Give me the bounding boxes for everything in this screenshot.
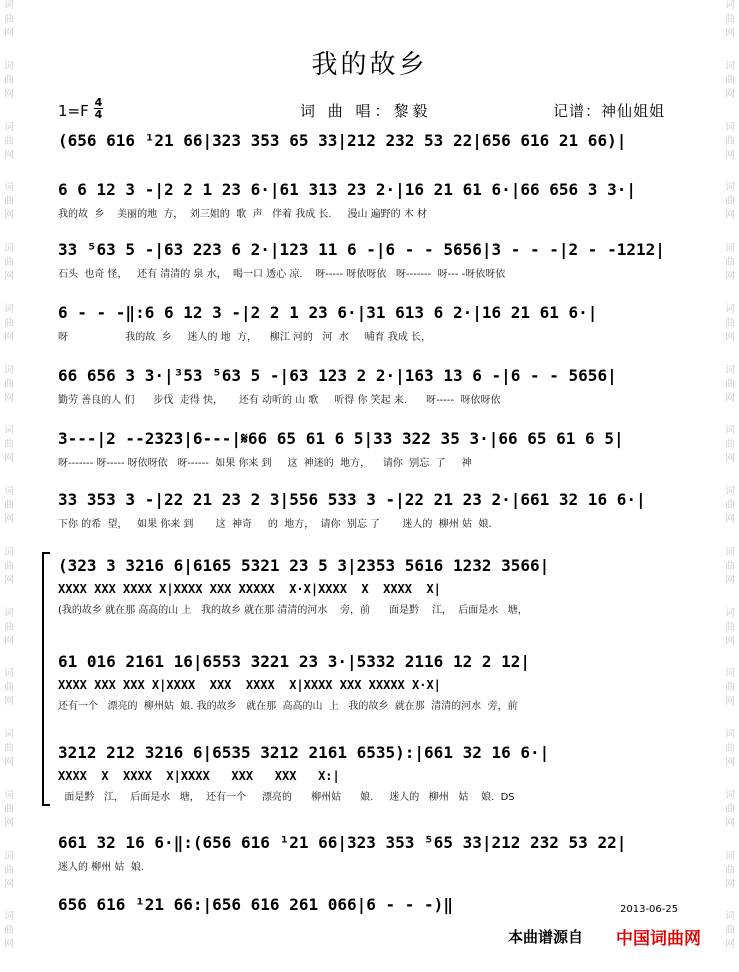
watermark-char: 词 [4,789,14,801]
notes-line: 6 - - -‖:6 6 12 3 -|2 2 1 23 6·|31 613 6 2·|16 21 61 6·| [58,303,598,322]
watermark-char: 曲 [725,682,735,694]
score-row [58,366,683,408]
watermark-char: 词 [4,60,14,72]
watermark-char: 曲 [725,196,735,208]
watermark-char: 网 [725,635,735,647]
watermark-char: 曲 [725,743,735,754]
watermark-char: 词 [725,486,735,497]
lyrics-line: 石头 也奇 怪， 还有 清清的 泉 水， 喝一口 透心 凉. 呀----- 呀依呀依 呀------- 呀--- -呀依呀依 [58,269,506,280]
site-name: 中国词曲网 [616,929,701,949]
watermark-char: 曲 [4,621,14,633]
watermark-char: 网 [725,696,735,708]
watermark-char: 网 [4,88,14,100]
watermark-char: 网 [725,514,735,525]
score-row [58,833,683,875]
watermark-char: 曲 [4,560,14,572]
watermark-char: 曲 [725,135,735,147]
lyrics-line: 下你 的希 望， 如果 你来 到 这 神奇 的 地方， 请你 别忘 了 迷人的 柳州 姑 娘. [58,519,492,530]
watermark-char: 词 [725,729,735,740]
watermark-char: 曲 [725,560,735,572]
watermark-char: 词 [725,425,735,437]
watermark-char: 曲 [725,439,735,451]
notes-line: 6 6 12 3 -|2 2 1 23 6·|61 313 23 2·|16 21 61 6·|66 656 3 3·| [58,180,636,199]
watermark-char: 曲 [4,135,14,147]
rhythm-line: XXXX XXX XXXX X|XXXX XXX XXXXX X·X|XXXX X XXXX X| [58,582,441,596]
lyrics-line [58,923,683,937]
song-title: 我的故乡 [311,50,428,80]
watermark-char: 曲 [725,621,735,633]
composer-credit: 词 曲 唱：黎毅 [300,102,432,120]
notes-line: 656 616 ¹21 66:|656 616 261 066|6 - - -)‖ [58,895,453,914]
watermark-char: 曲 [4,378,14,390]
watermark-char: 网 [4,817,14,829]
watermark-char: 网 [725,210,735,222]
watermark-char: 词 [4,182,14,194]
watermark-char: 网 [4,878,14,890]
watermark-char: 曲 [725,378,735,390]
watermark-char: 网 [725,28,735,39]
lyrics-line [58,159,683,173]
watermark-char: 词 [725,243,735,254]
score-row [58,131,683,173]
watermark-char: 网 [4,331,14,343]
watermark-right [723,0,737,972]
watermark-char: 曲 [725,317,735,329]
score-row [58,240,683,282]
watermark-char: 词 [4,607,14,619]
score-row [58,490,683,532]
notes-line: (323 3 3216 6|6165 5321 23 5 3|2353 5616 1232 3566| [58,556,550,575]
watermark-char: 词 [4,0,14,11]
watermark-char: 词 [4,850,14,862]
watermark-char: 曲 [4,439,14,451]
time-signature [94,97,103,120]
rhythm-line: XXXX X XXXX X|XXXX XXX XXX X:| [58,769,340,783]
watermark-char: 曲 [4,257,14,268]
notes-line: (656 616 ¹21 66|323 353 65 33|212 232 53 22|656 616 21 66)| [58,131,627,150]
meter-bottom: 4 [94,108,103,121]
notes-line: 3212 212 3216 6|6535 3212 2161 6535):|661 32 16 6·| [58,743,550,762]
watermark-char: 网 [725,88,735,100]
watermark-char: 网 [725,939,735,951]
watermark-char: 词 [4,668,14,680]
score-row [58,895,683,937]
score-row [58,180,683,222]
watermark-char: 曲 [725,74,735,86]
notes-line: 661 32 16 6·‖:(656 616 ¹21 66|323 353 ⁵65 33|212 232 53 22| [58,833,627,852]
watermark-char: 网 [725,392,735,404]
lyrics-line: 迷人的 柳州 姑 娘. [58,862,144,873]
watermark-char: 网 [4,453,14,465]
watermark-char: 词 [725,364,735,376]
lyrics-line: (我的故乡 就在那 高高的山 上 我的故乡 就在那 清清的河水 旁，前 面是黔 江， 后面是水 塘， [58,605,528,616]
watermark-char: 网 [725,878,735,890]
watermark-char: 网 [4,271,14,282]
watermark-char: 网 [4,939,14,951]
watermark-left [2,0,16,972]
watermark-char: 词 [725,546,735,558]
notes-line: 66 656 3 3·|³53 ⁵63 5 -|63 123 2 2·|163 13 6 -|6 - - 5656| [58,366,617,385]
date-label: 2013-06-25 [620,904,679,915]
key-signature: 1=F [58,102,89,120]
watermark-char: 网 [4,757,14,768]
watermark-char: 网 [4,28,14,39]
watermark-char: 网 [4,635,14,647]
watermark-char: 词 [4,364,14,376]
notes-line: 33 ⁵63 5 -|63 223 6 2·|123 11 6 -|6 - - 5656|3 - - -|2 - -1212| [58,240,665,259]
lyrics-line: 我的故 乡 美丽的地 方， 刘三姐的 歌 声 伴着 我成 长. 漫山 遍野的 木 材 [58,209,428,220]
watermark-char: 词 [4,546,14,558]
watermark-char: 网 [4,514,14,525]
watermark-char: 曲 [725,803,735,815]
watermark-char: 曲 [4,196,14,208]
watermark-char: 词 [725,0,735,11]
watermark-char: 网 [4,210,14,222]
score-row [58,743,683,805]
watermark-char: 网 [4,574,14,586]
watermark-char: 曲 [4,14,14,25]
watermark-char: 曲 [725,500,735,511]
watermark-char: 网 [725,817,735,829]
watermark-char: 词 [725,789,735,801]
chorus-brace [42,552,50,806]
watermark-char: 网 [725,149,735,161]
watermark-char: 网 [4,392,14,404]
watermark-char: 曲 [4,864,14,876]
watermark-char: 网 [4,149,14,161]
lyrics-line: 面是黔 江， 后面是水 塘， 还有一个 漂亮的 柳州姑 娘. 迷人的 柳州 姑 娘. DS [58,792,515,803]
watermark-char: 曲 [4,925,14,937]
meter-top: 4 [94,96,103,109]
watermark-char: 词 [725,850,735,862]
watermark-char: 词 [4,911,14,923]
notes-line: 61 016 2161 16|6553 3221 23 3·|5332 2116 12 2 12| [58,652,531,671]
watermark-char: 词 [725,303,735,315]
watermark-char: 网 [725,331,735,343]
lyrics-line: 呀 我的故 乡 迷人的 地 方， 柳江 河的 河 水 哺育 我成 长， [58,332,432,343]
watermark-char: 词 [725,668,735,680]
watermark-char: 网 [725,453,735,465]
watermark-char: 网 [4,696,14,708]
watermark-char: 网 [725,271,735,282]
watermark-char: 曲 [4,682,14,694]
transcriber-credit: 记谱：神仙姐姐 [553,102,666,120]
watermark-char: 曲 [725,864,735,876]
watermark-char: 曲 [4,74,14,86]
watermark-char: 词 [4,303,14,315]
score-row [58,303,683,345]
watermark-char: 词 [4,425,14,437]
watermark-char: 曲 [4,317,14,329]
watermark-char: 词 [725,911,735,923]
watermark-char: 词 [4,486,14,497]
watermark-char: 曲 [4,500,14,511]
watermark-char: 词 [725,607,735,619]
watermark-char: 词 [4,243,14,254]
notes-line: 3---|2 --2323|6---|𝄋66 65 61 6 5|33 322 35 3·|66 65 61 6 5| [58,429,624,448]
watermark-char: 曲 [725,925,735,937]
source-label: 本曲谱源自 [508,928,584,946]
watermark-char: 词 [725,121,735,133]
watermark-char: 曲 [725,257,735,268]
watermark-char: 词 [4,729,14,740]
watermark-char: 词 [725,182,735,194]
watermark-char: 词 [725,60,735,72]
rhythm-line: XXXX XXX XXX X|XXXX XXX XXXX X|XXXX XXX XXXXX X·X| [58,678,441,692]
lyrics-line: 勤劳 善良的人 们 步伐 走得 快， 还有 动听的 山 歌 听得 你 笑起 来. 呀----- 呀依呀依 [58,395,501,406]
watermark-char: 词 [4,121,14,133]
watermark-char: 曲 [4,803,14,815]
score-row [58,556,683,618]
score-row [58,429,683,471]
watermark-char: 曲 [4,743,14,754]
score-row [58,652,683,714]
lyrics-line: 还有一个 漂亮的 柳州姑 娘. 我的故乡 就在那 高高的山 上 我的故乡 就在那 清清的河水 旁，前 [58,701,518,712]
notes-line: 33 353 3 -|22 21 23 2 3|556 533 3 -|22 21 23 2·|661 32 16 6·| [58,490,646,509]
lyrics-line: 呀------- 呀----- 呀依呀依 呀------ 如果 你来 到 这 神迷的 地方， 请你 别忘 了 神 [58,458,472,469]
watermark-char: 网 [725,574,735,586]
watermark-char: 网 [725,757,735,768]
watermark-char: 曲 [725,14,735,25]
